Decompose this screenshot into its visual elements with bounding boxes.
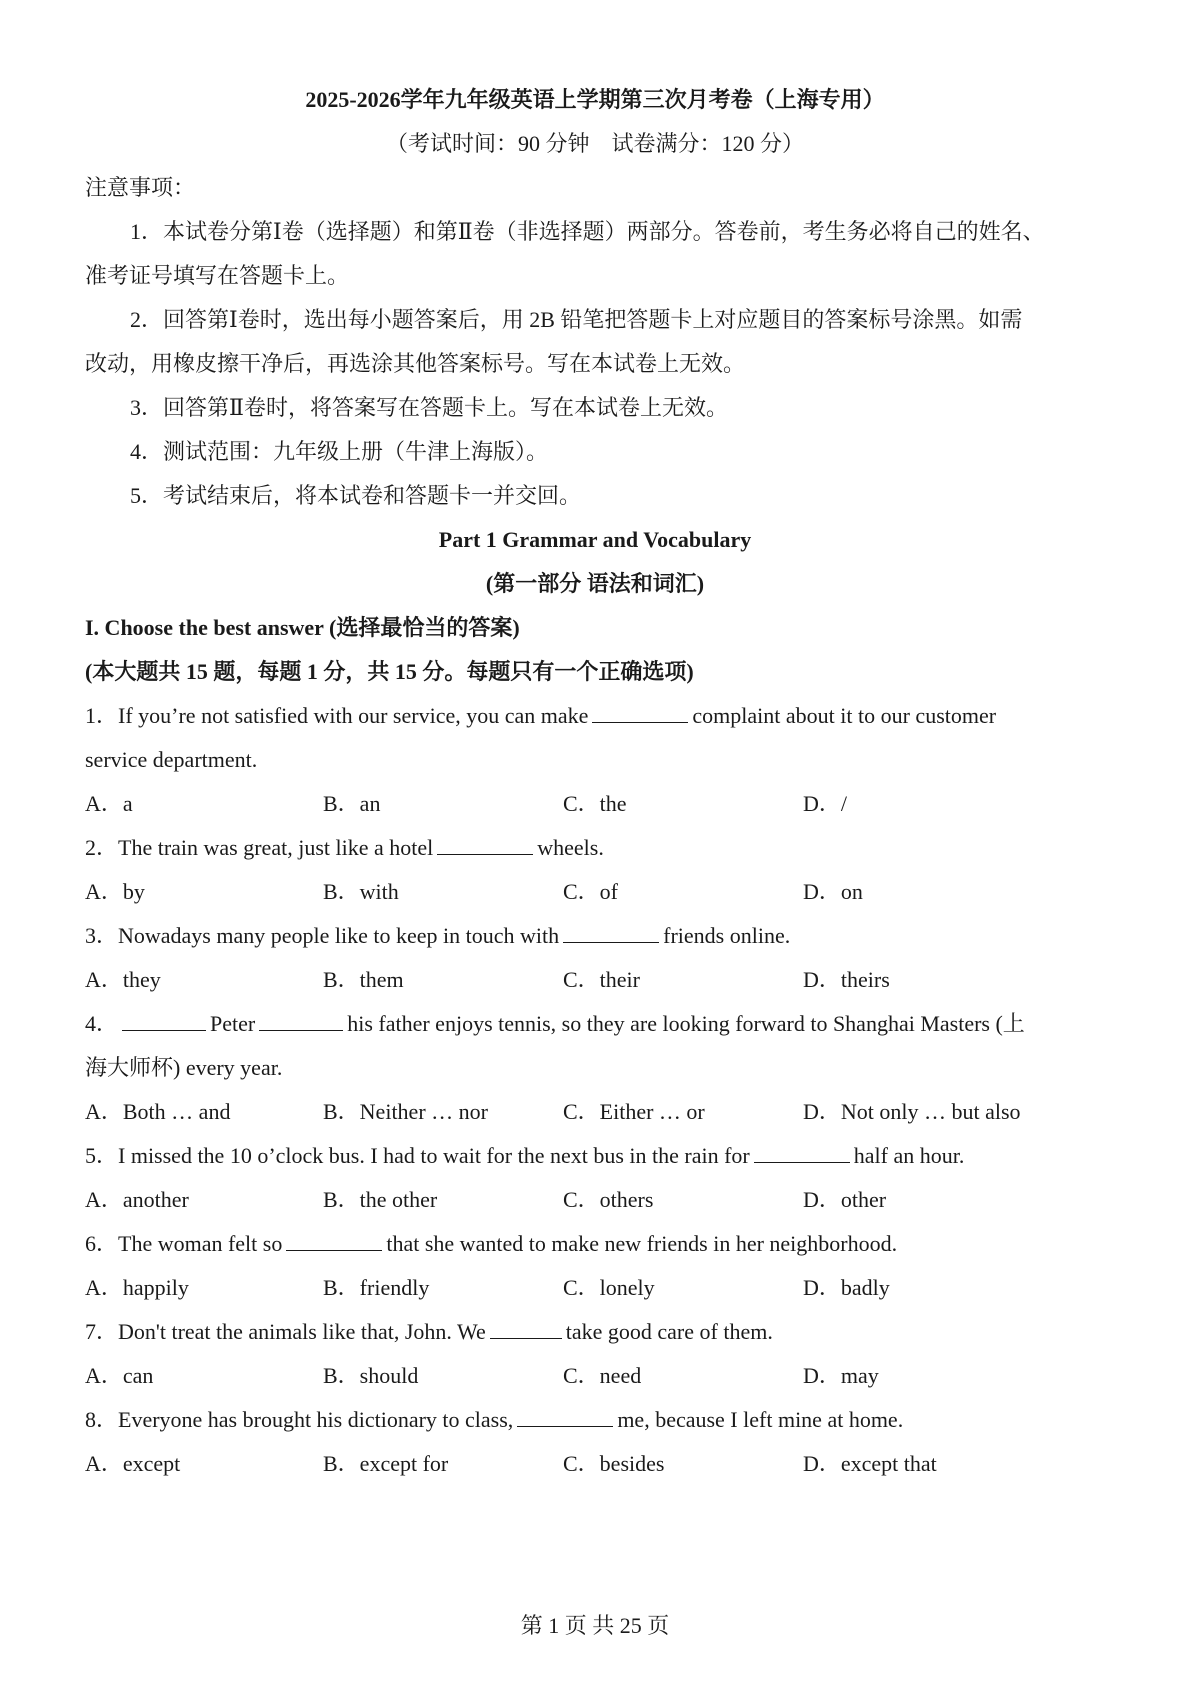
option-a: A．happily bbox=[85, 1275, 189, 1300]
exam-subtitle: （考试时间：90 分钟 试卷满分：120 分） bbox=[385, 131, 804, 156]
question-1-stem bbox=[85, 702, 1105, 730]
question-8-options bbox=[85, 1450, 1105, 1478]
question-2-text-b: wheels. bbox=[537, 835, 604, 860]
option-b: B．with bbox=[323, 879, 399, 904]
option-b: B．friendly bbox=[323, 1275, 430, 1300]
part-title-cn: (第一部分 语法和词汇) bbox=[485, 571, 705, 596]
option-a: A．a bbox=[85, 791, 133, 816]
option-b: B．an bbox=[323, 791, 381, 816]
question-2-text-a: 2．The train was great, just like a hotel bbox=[85, 835, 434, 860]
question-7-text-a: 7．Don't treat the animals like that, John. We bbox=[85, 1319, 486, 1344]
notice-item-2-cont: 改动，用橡皮擦干净后，再选涂其他答案标号。写在本试卷上无效。 bbox=[85, 351, 746, 376]
option-d: D．may bbox=[803, 1363, 879, 1388]
notice-item-5: 5．考试结束后，将本试卷和答题卡一并交回。 bbox=[130, 483, 582, 508]
answer-blank bbox=[754, 1142, 850, 1163]
notice-item-4: 4．测试范围：九年级上册（牛津上海版）。 bbox=[130, 439, 549, 464]
question-3-options bbox=[85, 966, 1105, 994]
question-7-options bbox=[85, 1362, 1105, 1390]
option-a: A．another bbox=[85, 1187, 189, 1212]
option-a: A．except bbox=[85, 1451, 181, 1476]
answer-blank bbox=[563, 922, 659, 943]
option-c: C．their bbox=[563, 967, 640, 992]
answer-blank bbox=[517, 1406, 613, 1427]
question-2-options bbox=[85, 878, 1105, 906]
notice-heading: 注意事项： bbox=[85, 175, 196, 200]
question-5-text-a: 5．I missed the 10 o’clock bus. I had to wait for the next bus in the rain for bbox=[85, 1143, 750, 1168]
option-d: D．other bbox=[803, 1187, 887, 1212]
answer-blank bbox=[437, 834, 533, 855]
option-d: D．/ bbox=[803, 791, 848, 816]
question-1-options bbox=[85, 790, 1105, 818]
option-c: C．need bbox=[563, 1363, 642, 1388]
question-6-options bbox=[85, 1274, 1105, 1302]
option-d: D．theirs bbox=[803, 967, 890, 992]
question-8-text-b: me, because I left mine at home. bbox=[617, 1407, 904, 1432]
exam-title: 2025-2026学年九年级英语上学期第三次月考卷（上海专用） bbox=[305, 87, 885, 112]
page-number: 第 1 页 共 25 页 bbox=[520, 1613, 670, 1638]
option-d: D．badly bbox=[803, 1275, 890, 1300]
option-d: D．except that bbox=[803, 1451, 937, 1476]
answer-blank bbox=[490, 1318, 562, 1339]
answer-blank bbox=[259, 1010, 343, 1031]
option-a: A．by bbox=[85, 879, 145, 904]
notice-item-2: 2．回答第Ⅰ卷时，选出每小题答案后，用 2B 铅笔把答题卡上对应题目的答案标号涂黑。如需 bbox=[130, 307, 1023, 332]
question-3-text-a: 3．Nowadays many people like to keep in touch with bbox=[85, 923, 560, 948]
option-d: D．on bbox=[803, 879, 863, 904]
question-1-text-b: complaint about it to our customer bbox=[692, 703, 997, 728]
question-4-text-b: Peter bbox=[210, 1011, 256, 1036]
option-a: A．they bbox=[85, 967, 161, 992]
question-4-stem bbox=[85, 1010, 1105, 1038]
section-instructions: (本大题共 15 题，每题 1 分，共 15 分。每题只有一个正确选项) bbox=[85, 659, 694, 684]
question-1-stem-cont: service department. bbox=[85, 747, 258, 772]
option-b: B．should bbox=[323, 1363, 419, 1388]
question-6-text-a: 6．The woman felt so bbox=[85, 1231, 283, 1256]
section-title: I. Choose the best answer (选择最恰当的答案) bbox=[85, 615, 520, 640]
question-8-stem bbox=[85, 1406, 1105, 1434]
answer-blank bbox=[286, 1230, 382, 1251]
question-4-text-c: his father enjoys tennis, so they are looking forward to Shanghai Masters (上 bbox=[347, 1011, 1025, 1036]
notice-item-1: 1．本试卷分第Ⅰ卷（选择题）和第Ⅱ卷（非选择题）两部分。答卷前，考生务必将自己的姓名、 bbox=[130, 219, 1045, 244]
question-8-text-a: 8．Everyone has brought his dictionary to class, bbox=[85, 1407, 514, 1432]
option-c: C．of bbox=[563, 879, 619, 904]
question-4-text-a: 4． bbox=[85, 1011, 119, 1036]
question-5-options bbox=[85, 1186, 1105, 1214]
option-d: D．Not only … but also bbox=[803, 1099, 1021, 1124]
question-3-text-b: friends online. bbox=[663, 923, 791, 948]
option-b: B．the other bbox=[323, 1187, 438, 1212]
option-b: B．Neither … nor bbox=[323, 1099, 488, 1124]
part-title-en: Part 1 Grammar and Vocabulary bbox=[438, 527, 752, 552]
question-6-stem bbox=[85, 1230, 1105, 1258]
question-7-stem bbox=[85, 1318, 1105, 1346]
question-5-text-b: half an hour. bbox=[853, 1143, 965, 1168]
question-4-options bbox=[85, 1098, 1105, 1126]
question-3-stem bbox=[85, 922, 1105, 950]
question-6-text-b: that she wanted to make new friends in her neighborhood. bbox=[386, 1231, 898, 1256]
option-b: B．them bbox=[323, 967, 404, 992]
option-b: B．except for bbox=[323, 1451, 449, 1476]
option-a: A．can bbox=[85, 1363, 154, 1388]
notice-item-3: 3．回答第Ⅱ卷时，将答案写在答题卡上。写在本试卷上无效。 bbox=[130, 395, 728, 420]
question-1-text-a: 1．If you’re not satisfied with our service, you can make bbox=[85, 703, 589, 728]
question-2-stem bbox=[85, 834, 1105, 862]
option-a: A．Both … and bbox=[85, 1099, 231, 1124]
question-7-text-b: take good care of them. bbox=[565, 1319, 773, 1344]
option-c: C．Either … or bbox=[563, 1099, 705, 1124]
option-c: C．the bbox=[563, 791, 627, 816]
option-c: C．others bbox=[563, 1187, 654, 1212]
option-c: C．lonely bbox=[563, 1275, 655, 1300]
option-c: C．besides bbox=[563, 1451, 665, 1476]
answer-blank bbox=[122, 1010, 206, 1031]
question-4-stem-cont: 海大师杯) every year. bbox=[85, 1055, 283, 1080]
answer-blank bbox=[592, 702, 688, 723]
notice-item-1-cont: 准考证号填写在答题卡上。 bbox=[85, 263, 350, 288]
question-5-stem bbox=[85, 1142, 1105, 1170]
